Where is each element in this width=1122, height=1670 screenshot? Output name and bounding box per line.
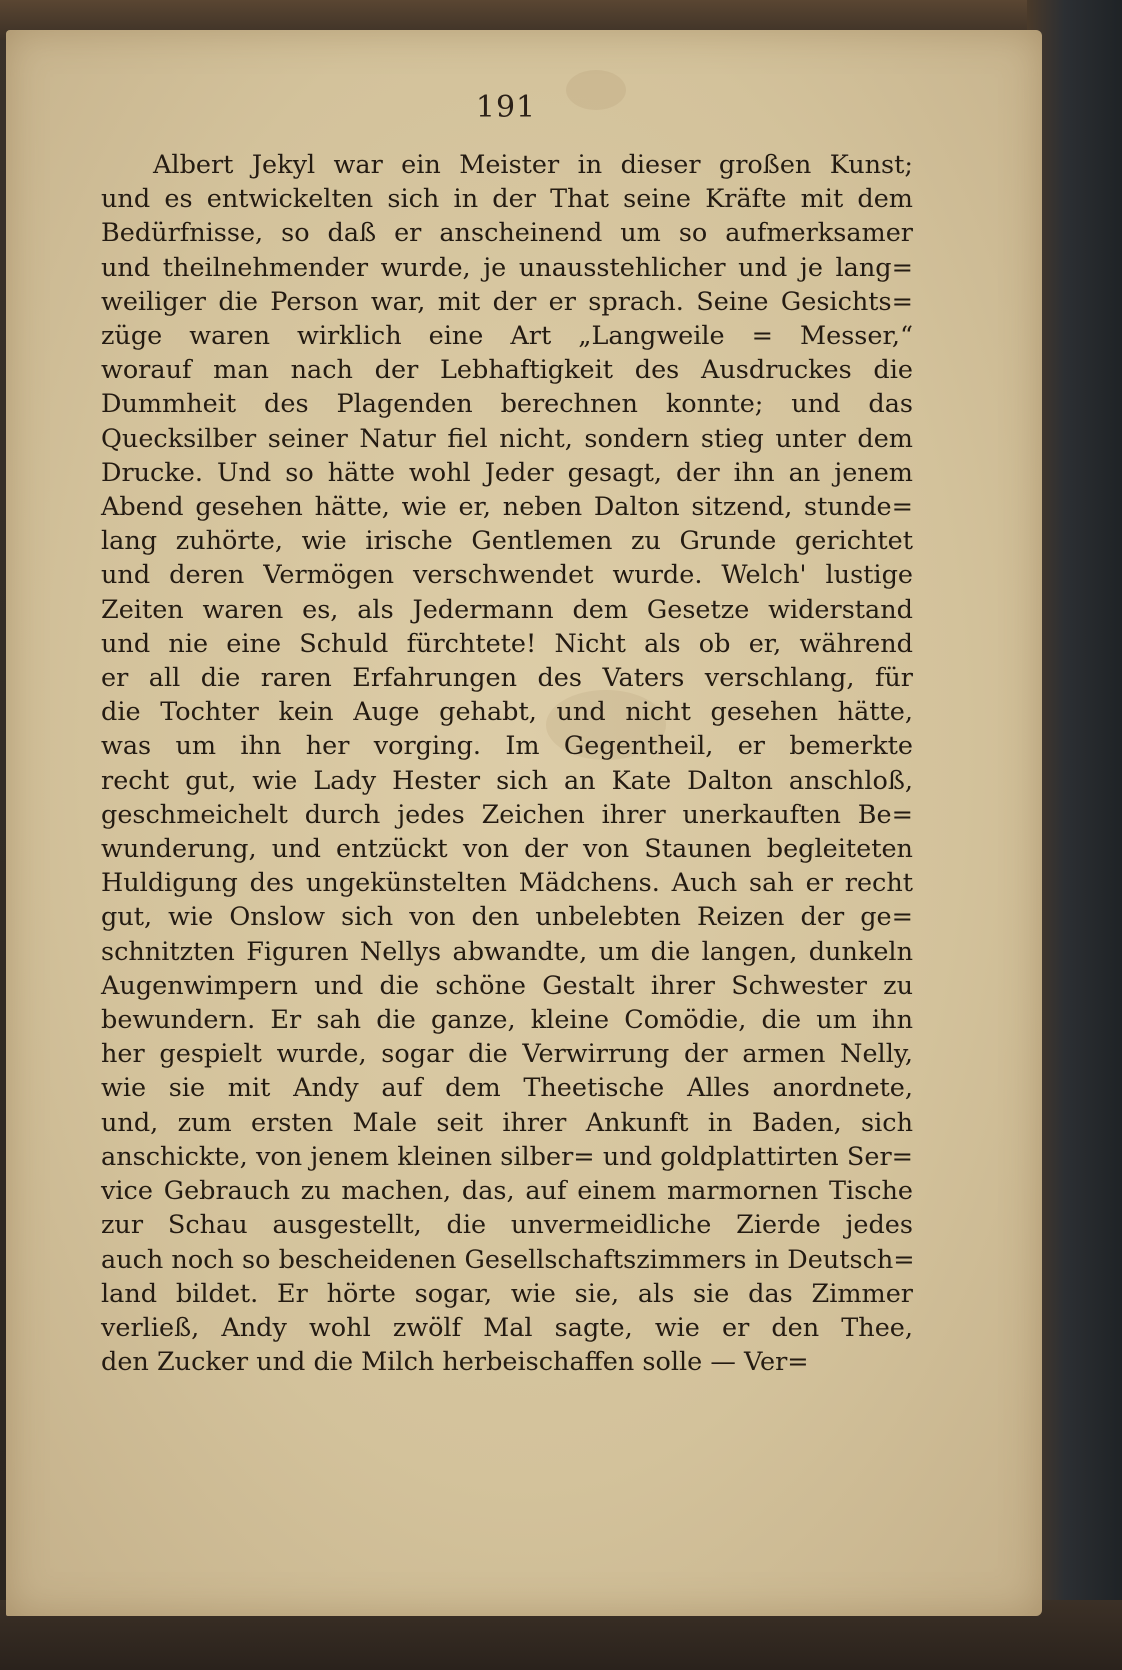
text-line: worauf man nach der Lebhaftigkeit des Ausdruckes die xyxy=(101,355,913,386)
book-page xyxy=(6,30,1042,1616)
body-text xyxy=(101,148,913,1379)
text-line: gut, wie Onslow sich von den unbelebten Reizen der ge= xyxy=(101,902,913,933)
text-line: Dummheit des Plagenden berechnen konnte; und das xyxy=(101,389,913,420)
text-line: recht gut, wie Lady Hester sich an Kate Dalton anschloß, xyxy=(101,765,913,796)
text-line: Bedürfnisse, so daß er anscheinend um so aufmerksamer xyxy=(101,218,913,249)
text-line: und nie eine Schuld fürchtete! Nicht als ob er, während xyxy=(101,628,913,659)
text-line: Augenwimpern und die schöne Gestalt ihrer Schwester zu xyxy=(101,970,913,1001)
text-line: bewundern. Er sah die ganze, kleine Comödie, die um ihn xyxy=(101,1005,913,1036)
text-line: wunderung, und entzückt von der von Staunen begleiteten xyxy=(101,834,913,865)
text-line: zur Schau ausgestellt, die unvermeidliche Zierde jedes xyxy=(101,1210,913,1241)
text-line: und es entwickelten sich in der That seine Kräfte mit dem xyxy=(101,184,913,215)
text-line: verließ, Andy wohl zwölf Mal sagte, wie er den Thee, xyxy=(101,1312,913,1343)
text-line: züge waren wirklich eine Art „Langweile = Messer,“ xyxy=(101,321,913,352)
text-line: weiliger die Person war, mit der er sprach. Seine Gesichts= xyxy=(101,286,913,317)
text-line: Albert Jekyl war ein Meister in dieser großen Kunst; xyxy=(153,150,913,180)
text-line: her gespielt wurde, sogar die Verwirrung der armen Nelly, xyxy=(101,1039,913,1070)
text-line: wie sie mit Andy auf dem Theetische Alles anordnete, xyxy=(101,1073,913,1104)
text-line: Abend gesehen hätte, wie er, neben Dalton sitzend, stunde= xyxy=(101,492,913,523)
text-line: geschmeichelt durch jedes Zeichen ihrer unerkauften Be= xyxy=(101,799,913,830)
text-line: vice Gebrauch zu machen, das, auf einem marmornen Tische xyxy=(101,1176,913,1207)
page-number: 191 xyxy=(475,90,537,125)
text-line: lang zuhörte, wie irische Gentlemen zu Grunde gerichtet xyxy=(101,526,913,557)
text-line: was um ihn her vorging. Im Gegentheil, er bemerkte xyxy=(101,731,913,762)
text-line: anschickte, von jenem kleinen silber= und goldplattirten Ser= xyxy=(101,1141,913,1172)
text-line: und theilnehmender wurde, je unausstehlicher und je lang= xyxy=(101,252,913,283)
text-line: und deren Vermögen verschwendet wurde. Welch' lustige xyxy=(101,560,913,591)
text-line: land bildet. Er hörte sogar, wie sie, als sie das Zimmer xyxy=(101,1278,913,1309)
text-line: Zeiten waren es, als Jedermann dem Gesetze widerstand xyxy=(101,594,913,625)
text-line: Quecksilber seiner Natur fiel nicht, sondern stieg unter dem xyxy=(101,423,913,454)
text-line: die Tochter kein Auge gehabt, und nicht gesehen hätte, xyxy=(101,697,913,728)
text-line: Drucke. Und so hätte wohl Jeder gesagt, der ihn an jenem xyxy=(101,457,913,488)
text-line: auch noch so bescheidenen Gesellschaftszimmers in Deutsch= xyxy=(101,1244,915,1275)
text-line: und, zum ersten Male seit ihrer Ankunft in Baden, sich xyxy=(101,1107,913,1138)
text-line: er all die raren Erfahrungen des Vaters verschlang, für xyxy=(101,663,913,694)
text-line: den Zucker und die Milch herbeischaffen solle — Ver= xyxy=(101,1347,809,1378)
text-line: schnitzten Figuren Nellys abwandte, um die langen, dunkeln xyxy=(101,936,913,967)
text-line: Huldigung des ungekünstelten Mädchens. Auch sah er recht xyxy=(101,868,913,899)
